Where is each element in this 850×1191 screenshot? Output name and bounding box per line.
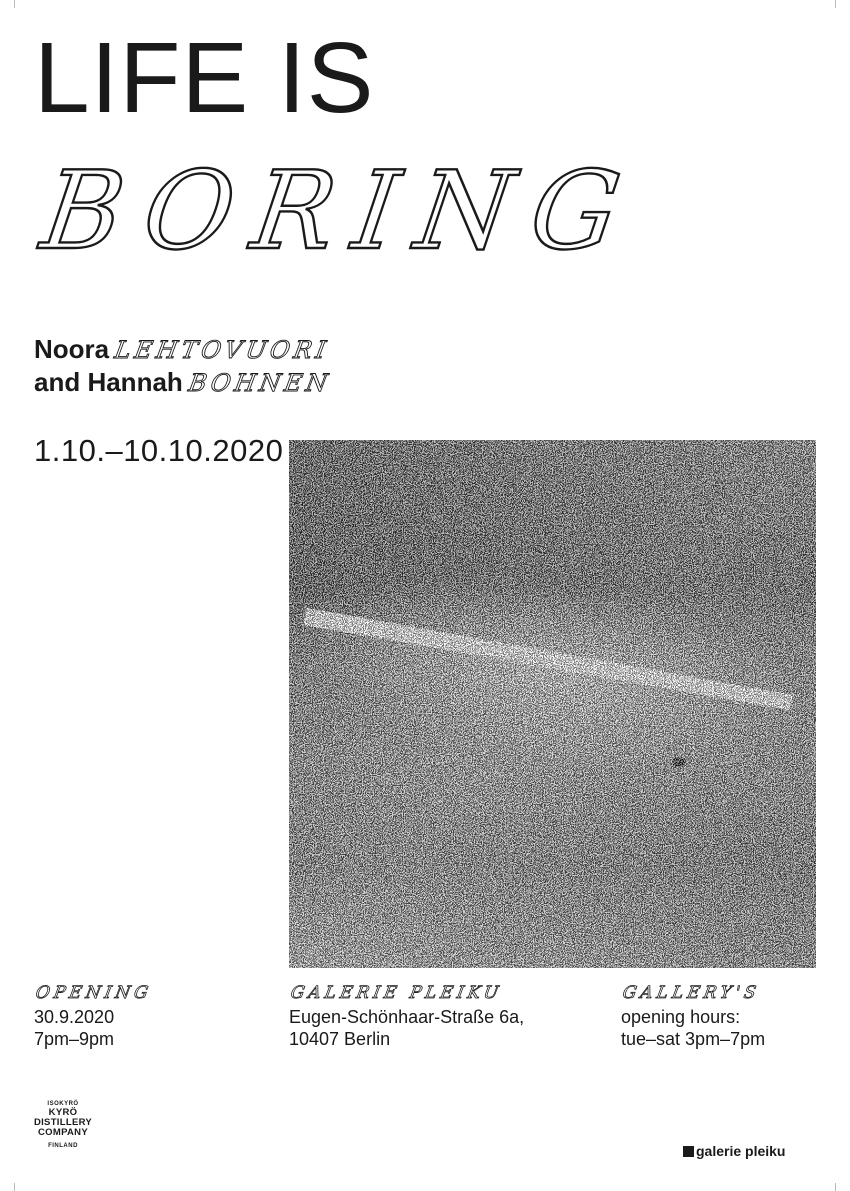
opening-time: 7pm–9pm [34,1029,115,1049]
exhibition-photo [289,440,816,968]
crop-mark [14,0,15,8]
gallery-logo [683,1142,785,1160]
hours-info [621,982,765,1050]
hours-line-1: opening hours: [621,1007,741,1027]
crop-mark [14,1183,15,1191]
crop-mark [835,1183,836,1191]
artist1-first-name: Noora [34,334,110,364]
hours-label: GALLERY'S [621,983,762,1003]
artist1-last-name: LEHTOVUORI [112,336,333,364]
crop-mark [835,0,836,8]
opening-date: 30.9.2020 [34,1007,115,1027]
gallery-logo-text: galerie pleiku [696,1143,786,1159]
exhibition-dates: 1.10.–10.10.2020 [34,433,284,468]
gallery-label: GALERIE PLEIKU [289,983,504,1003]
sponsor-line-1: KYRÖ [48,1107,78,1118]
artist-line-1 [34,333,331,366]
address-line-1: Eugen-Schönhaar-Straße 6a, [289,1007,525,1027]
gallery-info [289,982,524,1050]
address-line-2: 10407 Berlin [289,1029,391,1049]
sponsor-logo [28,1100,98,1150]
artist2-first-name: and Hannah [34,367,183,397]
sponsor-bottom: FINLAND [48,1143,78,1149]
sponsor-line-3: COMPANY [38,1127,88,1138]
artist2-last-name: BOHNEN [186,369,334,397]
artist-line-2 [34,366,334,399]
poster-title: LIFE IS [34,22,375,134]
hours-line-2: tue–sat 3pm–7pm [621,1029,766,1049]
opening-label: OPENING [34,983,154,1003]
sponsor-top: ISOKYRÖ [47,1101,79,1107]
artists [34,333,334,399]
square-icon [683,1146,694,1157]
opening-info [34,982,154,1050]
poster-title-script: BORING [34,149,648,274]
sponsor-line-2: DISTILLERY [33,1117,93,1128]
